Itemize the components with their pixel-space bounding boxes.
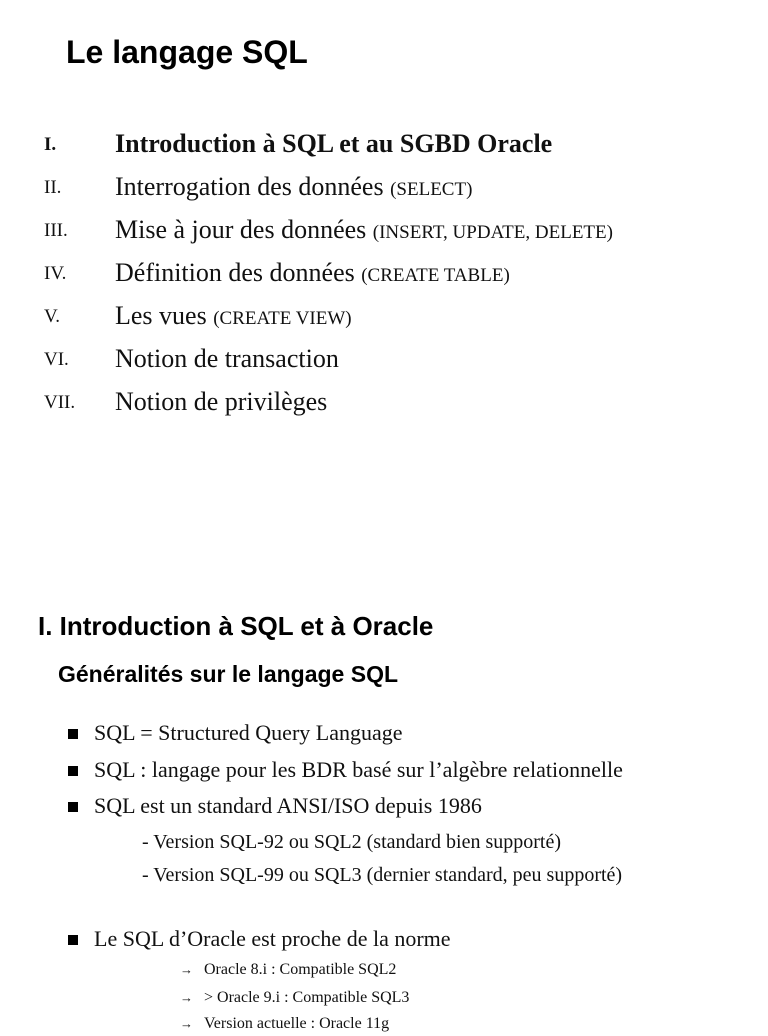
toc-item [44,296,744,339]
toc-item [44,210,744,253]
slide-title: Le langage SQL [66,34,308,70]
section-title: I. Introduction à SQL et à Oracle [38,611,434,641]
right-arrow-icon: → [180,962,193,977]
square-bullet-icon [68,802,78,812]
right-arrow-icon: → [180,990,193,1005]
toc-note: (SELECT) [390,179,473,200]
toc-number: IV. [44,263,67,284]
toc-number: I. [44,134,57,155]
toc-label: Les vues [115,301,214,330]
toc-label: Notion de privilèges [115,387,328,416]
section-subtitle: Généralités sur le langage SQL [58,661,399,687]
sub-item: - Version SQL-92 ou SQL2 (standard bien supporté) [142,831,562,853]
toc-number: III. [44,220,68,241]
arrow-item [180,986,409,1010]
right-arrow-icon: → [180,1016,193,1031]
square-bullet-icon [68,766,78,776]
arrow-item-text: > Oracle 9.i : Compatible SQL3 [204,989,410,1006]
toc-label-wrap [115,296,352,339]
toc-item [44,124,744,167]
arrow-item-text: Oracle 8.i : Compatible SQL2 [204,961,397,978]
arrow-item [180,958,396,982]
bullet-text: Le SQL d’Oracle est proche de la norme [94,926,451,951]
toc-label: Notion de transaction [115,344,339,373]
square-bullet-icon [68,935,78,945]
toc-number: VII. [44,392,76,413]
toc-number: VI. [44,349,69,370]
arrow-item [180,1012,389,1036]
toc-label: Mise à jour des données [115,215,373,244]
toc-note: (CREATE VIEW) [213,308,352,329]
toc-item [44,339,744,382]
bullet-text: SQL est un standard ANSI/ISO depuis 1986 [94,793,482,818]
sub-item: - Version SQL-99 ou SQL3 (dernier standard, peu supporté) [142,864,623,886]
toc-label: Définition des données [115,258,362,287]
toc-label-wrap [115,210,613,253]
arrow-item-text: Version actuelle : Oracle 11g [204,1015,390,1032]
toc-note: (INSERT, UPDATE, DELETE) [372,222,613,243]
toc-item [44,382,744,425]
bullet-text: SQL = Structured Query Language [94,720,403,745]
toc-number: V. [44,306,61,327]
square-bullet-icon [68,729,78,739]
toc-label: Interrogation des données [115,172,391,201]
bullet-text: SQL : langage pour les BDR basé sur l’algèbre relationnelle [94,757,623,782]
toc-number: II. [44,177,62,198]
toc-item [44,167,744,210]
toc-label-wrap [115,167,472,210]
toc-label: Introduction à SQL et au SGBD Oracle [115,129,553,158]
toc-label-wrap [115,253,510,296]
toc-note: (CREATE TABLE) [361,265,510,286]
toc-item [44,253,744,296]
